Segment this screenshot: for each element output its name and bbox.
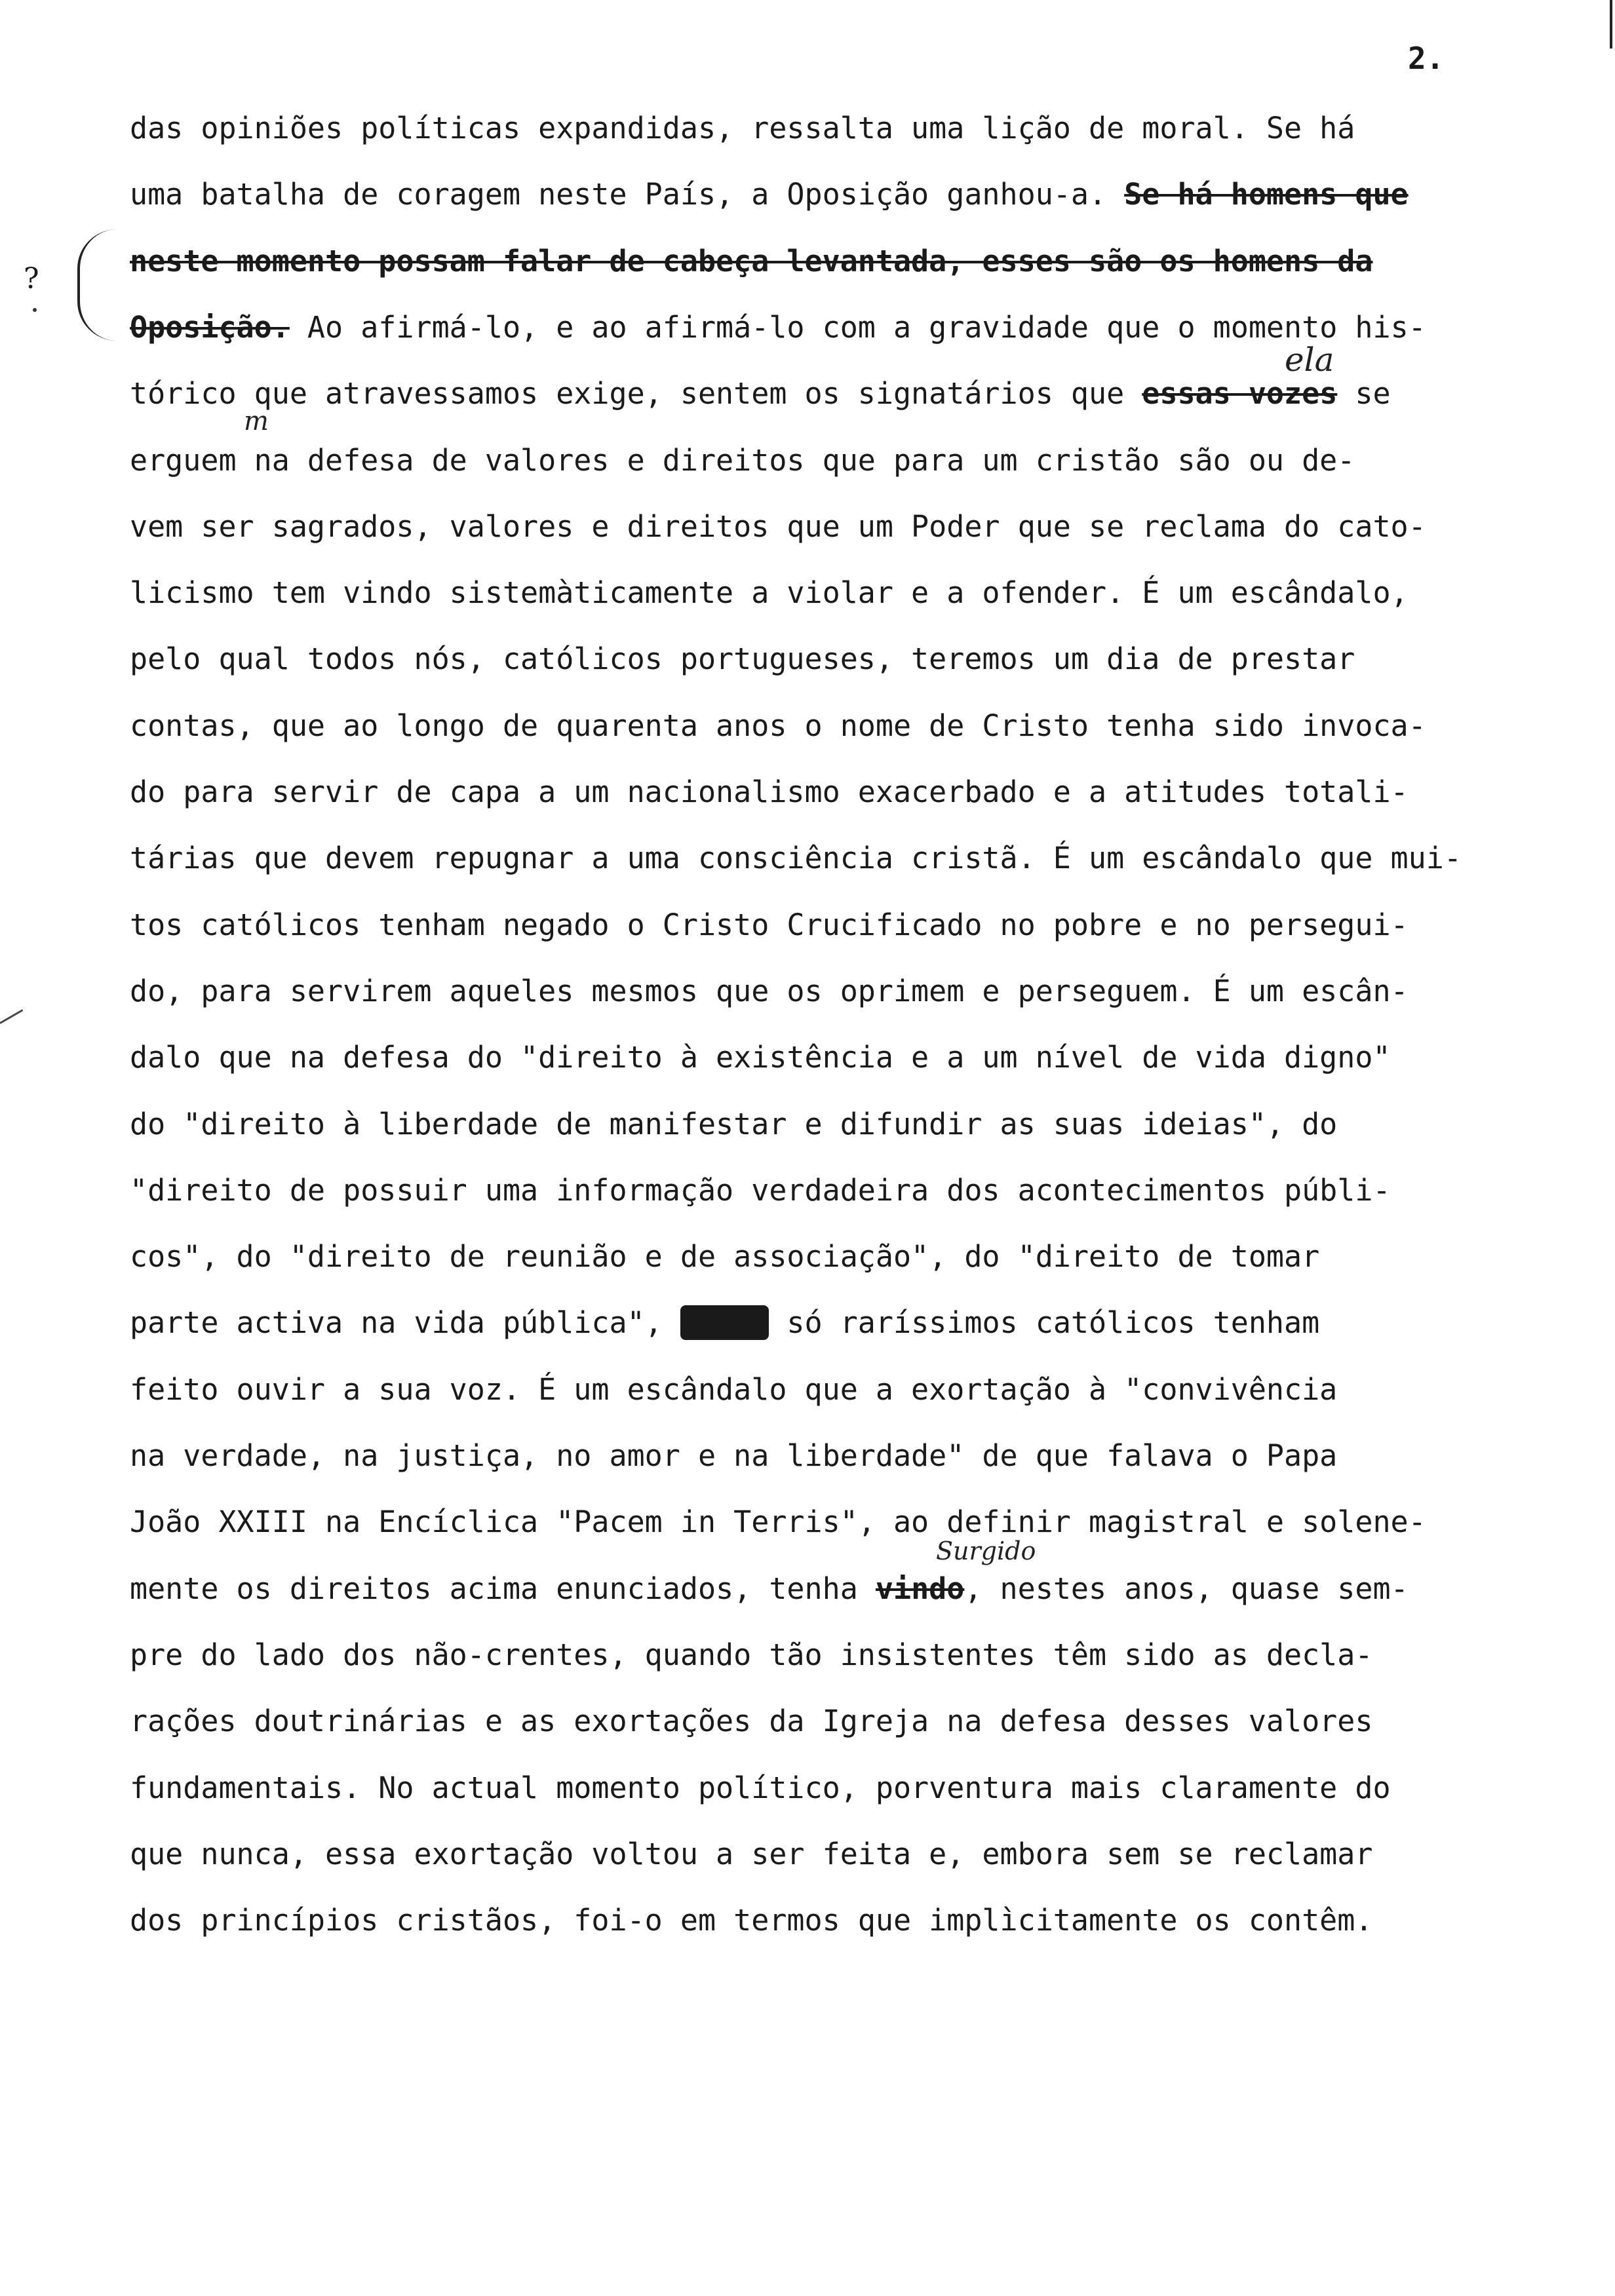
struck-text: Oposição. [130,309,290,345]
text-line [130,507,1426,546]
typed-text: pre do lado dos não-crentes, quando tão insistentes têm sido as decla- [130,1637,1373,1672]
text-line [130,1237,1319,1276]
text-line [130,175,1409,214]
typed-text: licismo tem vindo sistemàticamente a violar e a ofender. É um escândalo, [130,575,1409,611]
struck-text: Se há homens que [1124,177,1409,212]
typed-text: uma batalha de coragem neste País, a Oposição ganhou-a. [130,177,1125,212]
typed-text: Ao afirmá-lo, e ao afirmá-lo com a gravidade que o momento his- [289,309,1426,345]
margin-tick [1610,0,1612,48]
text-line [130,1769,1391,1808]
typed-text: feito ouvir a sua voz. É um escândalo que a exortação à "convivência [130,1371,1338,1407]
struck-text: neste momento possam falar de cabeça levantada, esses são os homens da [130,243,1373,278]
typed-text: pelo qual todos nós, católicos portugueses, teremos um dia de prestar [130,641,1355,677]
text-line [130,374,1391,413]
typed-text: tárias que devem repugnar a uma consciência cristã. É um escândalo que mui- [130,841,1462,876]
typed-text: mente os direitos acima enunciados, tenha [130,1571,876,1606]
margin-dot [33,308,37,312]
text-line [130,308,1426,347]
text-line [130,573,1409,613]
text-line [130,1436,1337,1476]
text-line [130,441,1355,480]
typed-text: rações doutrinárias e as exortações da Igreja na defesa desses valores [130,1704,1373,1739]
typed-text: na verdade, na justiça, no amor e na liberdade" de que falava o Papa [130,1438,1338,1473]
typed-text: do para servir de capa a um nacionalismo exacerbado e a atitudes totali- [130,775,1409,809]
text-line [130,839,1462,878]
text-line [130,242,1372,281]
typed-text: do, para servirem aqueles mesmos que os oprimem e perseguem. É um escân- [130,973,1409,1008]
typed-text: tórico que atravessamos exige, sentem os signatários que [130,376,1142,411]
text-line [130,1370,1337,1409]
text-line [130,640,1355,679]
margin-bracket [77,229,119,341]
corner-line [0,1009,23,1024]
struck-text: vindo [875,1571,965,1606]
handwritten-m: m [244,406,269,436]
text-line [130,1303,1319,1343]
text-line [130,1502,1426,1542]
typed-text: vem ser sagrados, valores e direitos que um Poder que se reclama do cato- [130,508,1426,544]
text-line [130,1636,1372,1675]
typed-text: do "direito à liberdade de manifestar e difundir as suas ideias", do [130,1106,1338,1141]
text-line [130,773,1409,812]
typed-text: cos", do "direito de reunião e de associação", do "direito de tomar [130,1239,1320,1274]
text-line [130,1105,1337,1144]
typed-text: dalo que na defesa do "direito à existência e a um nível de vida digno" [130,1040,1391,1075]
text-line [130,972,1409,1011]
text-line [130,1835,1372,1874]
text-line [130,1901,1372,1940]
ink-blot [680,1305,769,1340]
typed-text: , nestes anos, quase sem- [964,1571,1409,1606]
text-line [130,109,1355,148]
typed-text: dos princípios cristãos, foi-o em termos que implìcitamente os contêm. [130,1903,1373,1938]
typed-text: tos católicos tenham negado o Cristo Crucificado no pobre e no persegui- [130,907,1409,942]
typed-text: se [1337,376,1391,411]
text-line [130,1702,1372,1741]
handwritten-surgido: Surgido [936,1537,1036,1565]
typed-text: "direito de possuir uma informação verdadeira dos acontecimentos públi- [130,1172,1391,1208]
typed-text: parte activa na vida pública", [130,1305,680,1341]
text-line [130,1569,1409,1609]
page-number: 2. [1408,41,1445,76]
text-line [130,1171,1391,1210]
typed-text: só raríssimos católicos tenham [769,1305,1320,1341]
typed-text: das opiniões políticas expandidas, ressalta uma lição de moral. Se há [130,111,1355,145]
typed-text: contas, que ao longo de quarenta anos o nome de Cristo tenha sido invoca- [130,708,1426,743]
text-line [130,906,1409,945]
text-line [130,706,1426,746]
margin-question-mark: ? [24,262,39,296]
typed-text: erguem na defesa de valores e direitos que para um cristão são ou de- [130,442,1355,478]
text-line [130,1038,1391,1077]
typed-text: que nunca, essa exortação voltou a ser feita e, embora sem se reclamar [130,1836,1373,1871]
typed-text: João XXIII na Encíclica "Pacem in Terris", ao definir magistral e solene- [130,1504,1426,1540]
struck-text: essas vozes [1142,376,1338,411]
handwritten-ela: ela [1285,341,1334,379]
typed-text: fundamentais. No actual momento político, porventura mais claramente do [130,1770,1391,1805]
